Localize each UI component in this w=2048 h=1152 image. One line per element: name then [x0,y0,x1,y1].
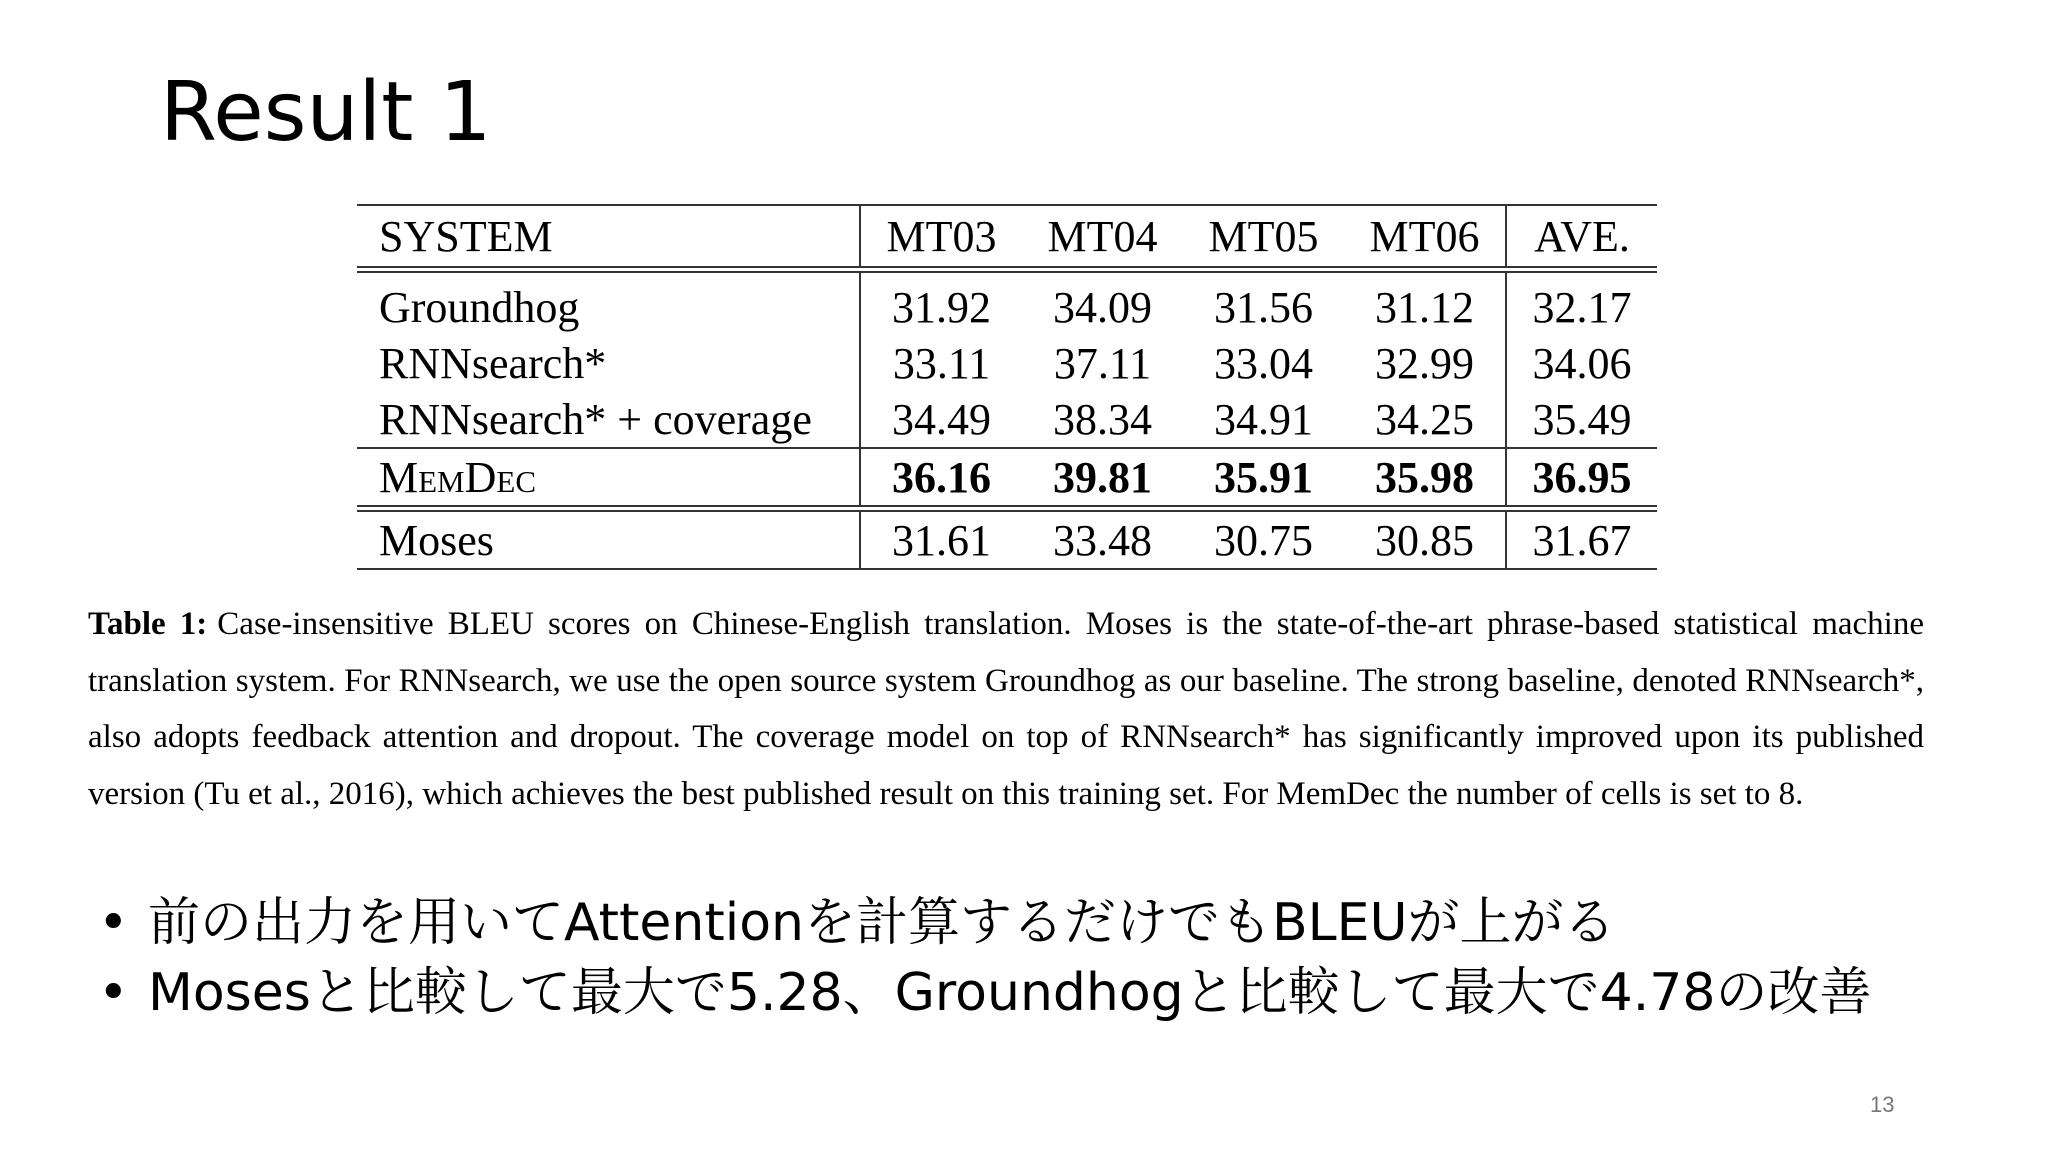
cell-ave: 35.49 [1506,391,1657,448]
cell-mt05: 34.91 [1213,394,1313,444]
page-number: 13 [1870,1092,1895,1117]
caption-text: Case-insensitive BLEU scores on Chinese-English translation. Moses is the state-of-the-art phrase-based statistical machine translation system. For RNNsearch, we use the open source system Groundhog as our baseline. The strong baseline, denoted RNNsearch*, also adopts feedback attention and dropout. The coverage model on top of RNNsearch* has significantly improved upon its published version (Tu et al., 2016), which achieves the best published result on this training set. For MemDec the number of cells is set to 8. [88,606,1924,812]
cell-ave: 32.17 [1506,270,1657,336]
list-item [98,888,1998,958]
table-row [357,335,1657,391]
header-ave: AVE. [1506,205,1657,270]
list-item [98,958,1998,1028]
cell-mt06: 30.85 [1344,509,1506,570]
header-mt03: MT03 [860,205,1022,270]
bullet-icon: • [98,963,129,1023]
cell-mt04: 39.81 [1022,448,1183,509]
cell-mt06: 32.99 [1374,338,1474,388]
table-header-row [357,205,1657,270]
table-row-memdec [357,448,1657,509]
table-row [357,270,1657,336]
header-mt04: MT04 [1022,205,1183,270]
bullet-text: Mosesと比較して最大で5.28、Groundhogと比較して最大で4.78の改善 [148,963,1872,1023]
row-system: MemDec [357,448,860,509]
slide-title: Result 1 [160,65,492,160]
cell-mt04: 38.34 [1053,394,1152,444]
results-table [357,204,1657,570]
cell-mt03: 31.61 [860,509,1022,570]
header-mt06: MT06 [1344,205,1506,270]
table-row [357,509,1657,570]
cell-ave: 31.67 [1506,509,1657,570]
row-system: Groundhog [357,270,860,336]
cell-ave: 34.06 [1506,335,1657,391]
cell-mt03: 31.92 [892,282,992,332]
caption-label: Table 1: [88,606,208,642]
header-system: SYSTEM [357,205,860,270]
cell-ave: 36.95 [1506,448,1657,509]
cell-mt04: 33.48 [1022,509,1183,570]
row-system: Moses [357,509,860,570]
cell-mt05: 31.56 [1213,282,1313,332]
header-mt05: MT05 [1183,205,1344,270]
bullet-list [98,888,1998,1028]
cell-mt05: 33.04 [1213,338,1313,388]
cell-mt06: 34.25 [1374,394,1474,444]
table-caption [88,596,1924,822]
cell-mt03: 33.11 [892,338,991,388]
cell-mt03: 36.16 [860,448,1022,509]
cell-mt04: 37.11 [1053,338,1152,388]
bullet-text: 前の出力を用いてAttentionを計算するだけでもBLEUが上がる [148,893,1616,953]
row-system: RNNsearch* + coverage [357,391,860,448]
cell-mt06: 31.12 [1374,282,1474,332]
cell-mt03: 34.49 [892,394,992,444]
row-system: RNNsearch* [357,335,860,391]
cell-mt05: 30.75 [1183,509,1344,570]
table-row [357,391,1657,448]
cell-mt04: 34.09 [1053,282,1152,332]
cell-mt06: 35.98 [1344,448,1506,509]
cell-mt05: 35.91 [1183,448,1344,509]
bullet-icon: • [98,893,129,953]
